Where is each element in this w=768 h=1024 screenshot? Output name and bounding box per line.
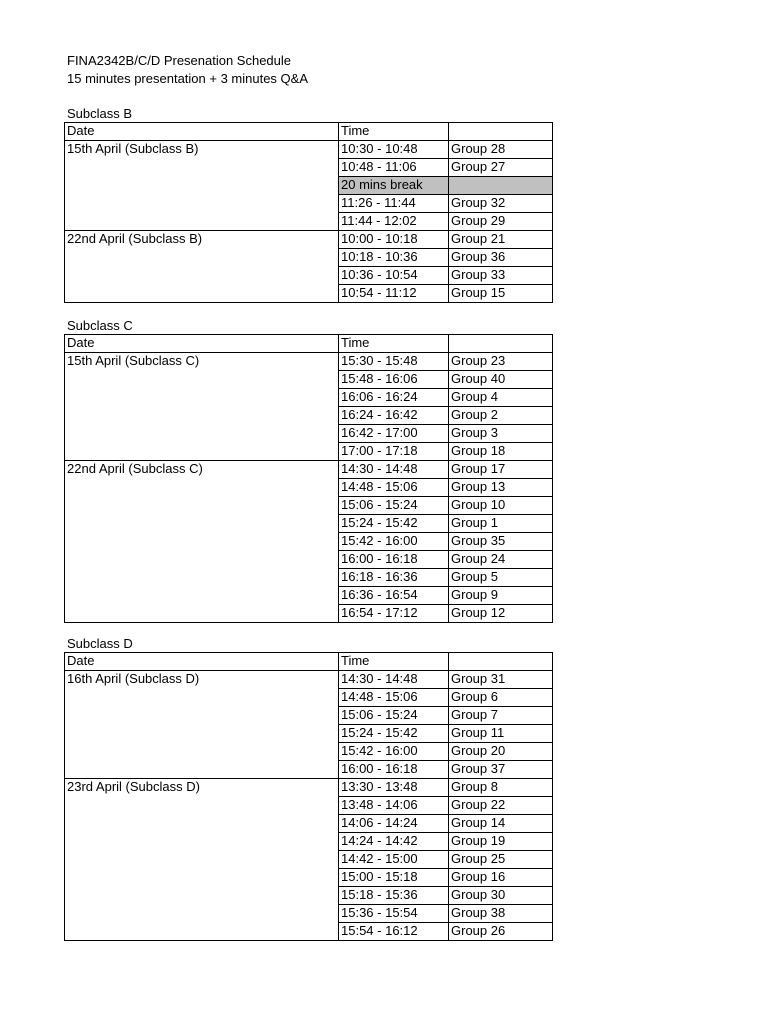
header-group <box>449 335 553 353</box>
group-cell: Group 32 <box>449 195 553 213</box>
break-cell: 20 mins break <box>339 177 449 195</box>
time-cell: 16:00 - 16:18 <box>339 761 449 779</box>
date-cell: 22nd April (Subclass B) <box>65 231 339 303</box>
time-cell: 10:30 - 10:48 <box>339 141 449 159</box>
time-cell: 10:18 - 10:36 <box>339 249 449 267</box>
table-row <box>65 779 553 797</box>
group-cell: Group 30 <box>449 887 553 905</box>
time-cell: 15:48 - 16:06 <box>339 371 449 389</box>
group-cell: Group 23 <box>449 353 553 371</box>
group-cell: Group 33 <box>449 267 553 285</box>
group-cell: Group 27 <box>449 159 553 177</box>
group-cell: Group 29 <box>449 213 553 231</box>
time-cell: 11:44 - 12:02 <box>339 213 449 231</box>
group-cell: Group 1 <box>449 515 553 533</box>
group-cell: Group 18 <box>449 443 553 461</box>
time-cell: 15:42 - 16:00 <box>339 533 449 551</box>
time-cell: 11:26 - 11:44 <box>339 195 449 213</box>
group-cell: Group 15 <box>449 285 553 303</box>
time-cell: 16:42 - 17:00 <box>339 425 449 443</box>
date-cell: 15th April (Subclass C) <box>65 353 339 461</box>
time-cell: 15:36 - 15:54 <box>339 905 449 923</box>
header-group <box>449 653 553 671</box>
group-cell: Group 12 <box>449 605 553 623</box>
group-cell: Group 11 <box>449 725 553 743</box>
time-cell: 13:48 - 14:06 <box>339 797 449 815</box>
time-cell: 14:24 - 14:42 <box>339 833 449 851</box>
time-cell: 14:48 - 15:06 <box>339 479 449 497</box>
time-cell: 14:30 - 14:48 <box>339 671 449 689</box>
time-cell: 15:30 - 15:48 <box>339 353 449 371</box>
time-cell: 10:00 - 10:18 <box>339 231 449 249</box>
time-cell: 13:30 - 13:48 <box>339 779 449 797</box>
header-row <box>65 653 553 671</box>
header-row <box>65 335 553 353</box>
group-cell: Group 28 <box>449 141 553 159</box>
time-cell: 15:18 - 15:36 <box>339 887 449 905</box>
header-time: Time <box>339 123 449 141</box>
time-cell: 15:24 - 15:42 <box>339 515 449 533</box>
date-cell: 15th April (Subclass B) <box>65 141 339 231</box>
group-cell: Group 8 <box>449 779 553 797</box>
group-cell: Group 40 <box>449 371 553 389</box>
section-label: Subclass B <box>67 106 133 121</box>
header-time: Time <box>339 335 449 353</box>
table-row <box>65 671 553 689</box>
time-cell: 15:24 - 15:42 <box>339 725 449 743</box>
group-cell: Group 22 <box>449 797 553 815</box>
group-cell: Group 6 <box>449 689 553 707</box>
table-row <box>65 353 553 371</box>
date-cell: 23rd April (Subclass D) <box>65 779 339 941</box>
group-cell: Group 16 <box>449 869 553 887</box>
group-cell: Group 13 <box>449 479 553 497</box>
time-cell: 16:18 - 16:36 <box>339 569 449 587</box>
header-group <box>449 123 553 141</box>
schedule-table <box>64 334 553 623</box>
group-cell: Group 24 <box>449 551 553 569</box>
time-cell: 16:24 - 16:42 <box>339 407 449 425</box>
time-cell: 16:36 - 16:54 <box>339 587 449 605</box>
group-cell: Group 14 <box>449 815 553 833</box>
header-row <box>65 123 553 141</box>
schedule-section <box>64 105 553 303</box>
time-cell: 16:00 - 16:18 <box>339 551 449 569</box>
schedule-table <box>64 652 553 941</box>
time-cell: 10:54 - 11:12 <box>339 285 449 303</box>
time-cell: 16:06 - 16:24 <box>339 389 449 407</box>
group-cell: Group 3 <box>449 425 553 443</box>
header-date: Date <box>65 653 339 671</box>
time-cell: 10:48 - 11:06 <box>339 159 449 177</box>
document-title: FINA2342B/C/D Presenation Schedule <box>67 53 292 68</box>
date-cell: 22nd April (Subclass C) <box>65 461 339 623</box>
table-row <box>65 231 553 249</box>
schedule-table <box>64 122 553 303</box>
section-label: Subclass C <box>67 318 133 333</box>
document-subtitle: 15 minutes presentation + 3 minutes Q&A <box>67 71 308 86</box>
group-cell: Group 25 <box>449 851 553 869</box>
group-cell: Group 19 <box>449 833 553 851</box>
time-cell: 15:06 - 15:24 <box>339 707 449 725</box>
date-cell: 16th April (Subclass D) <box>65 671 339 779</box>
group-cell: Group 36 <box>449 249 553 267</box>
time-cell: 15:06 - 15:24 <box>339 497 449 515</box>
time-cell: 14:06 - 14:24 <box>339 815 449 833</box>
time-cell: 17:00 - 17:18 <box>339 443 449 461</box>
group-cell: Group 4 <box>449 389 553 407</box>
time-cell: 16:54 - 17:12 <box>339 605 449 623</box>
group-cell: Group 35 <box>449 533 553 551</box>
group-cell: Group 9 <box>449 587 553 605</box>
schedule-section <box>64 317 553 623</box>
group-cell: Group 31 <box>449 671 553 689</box>
group-cell: Group 5 <box>449 569 553 587</box>
group-cell: Group 26 <box>449 923 553 941</box>
schedule-section <box>64 635 553 941</box>
time-cell: 14:42 - 15:00 <box>339 851 449 869</box>
time-cell: 10:36 - 10:54 <box>339 267 449 285</box>
time-cell: 15:42 - 16:00 <box>339 743 449 761</box>
table-row <box>65 141 553 159</box>
header-time: Time <box>339 653 449 671</box>
table-row <box>65 461 553 479</box>
time-cell: 14:48 - 15:06 <box>339 689 449 707</box>
time-cell: 15:54 - 16:12 <box>339 923 449 941</box>
header-date: Date <box>65 335 339 353</box>
group-cell: Group 10 <box>449 497 553 515</box>
time-cell: 14:30 - 14:48 <box>339 461 449 479</box>
group-cell: Group 38 <box>449 905 553 923</box>
group-cell: Group 7 <box>449 707 553 725</box>
group-cell: Group 20 <box>449 743 553 761</box>
group-cell: Group 2 <box>449 407 553 425</box>
section-label: Subclass D <box>67 636 133 651</box>
group-cell: Group 21 <box>449 231 553 249</box>
group-cell: Group 37 <box>449 761 553 779</box>
time-cell: 15:00 - 15:18 <box>339 869 449 887</box>
header-date: Date <box>65 123 339 141</box>
group-cell <box>449 177 553 195</box>
group-cell: Group 17 <box>449 461 553 479</box>
